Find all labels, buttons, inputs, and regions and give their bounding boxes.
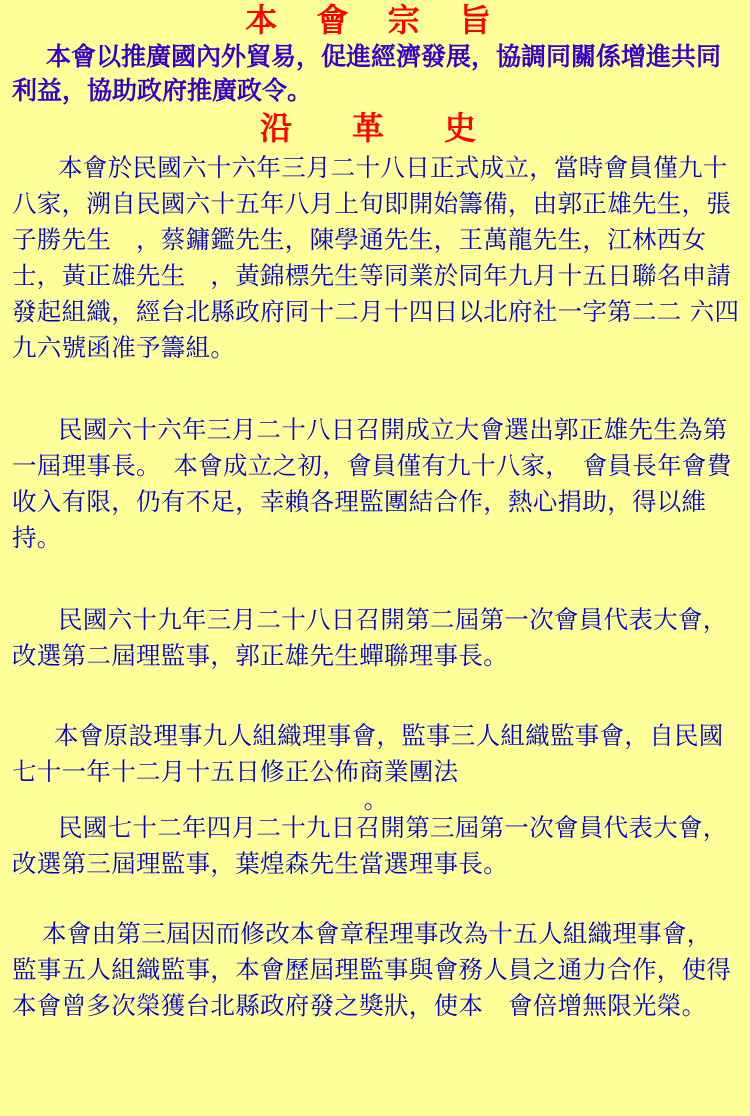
history-paragraph-board-end: 。 xyxy=(363,785,389,814)
spacer xyxy=(0,882,750,916)
history-paragraph-charter: 本會由第三屆因而修改本會章程理事改為十五人組織理事會， 監事五人組織監事，本會歷屆理監事與會務人員之通力合作，使得本會曾多次榮獲台北縣政府發之獎狀，使本 會倍增無限光榮。 xyxy=(12,919,732,1020)
history-paragraph-second-term: 民國六十九年三月二十八日召開第二屆第一次會員代表大會，改選第二屆理監事，郭正雄先生蟬聯理事長。 xyxy=(12,605,728,670)
history-paragraph-board: 本會原設理事九人組織理事會，監事三人組織監事會，自民國七十一年十二月十五日修正公佈商業團法 xyxy=(12,721,724,786)
history-paragraph-first-term: 民國六十六年三月二十八日召開成立大會選出郭正雄先生為第一屆理事長。 本會成立之初，會員僅有九十八家， 會員長年會費收入有限，仍有不足，幸賴各理監團結合作，熱心捐助，得以維持。 xyxy=(12,415,732,552)
purpose-text: 本會以推廣國內外貿易，促進經濟發展，協調同關係增進共同利益，協助政府推廣政令。 xyxy=(12,42,722,105)
spacer xyxy=(0,674,750,710)
history-paragraph-founding: 本會於民國六十六年三月二十八日正式成立，當時會員僅九十八家，溯自民國六十五年八月上旬即開始籌備，由郭正雄先生，張子勝先生 ，蔡鏞鑑先生，陳學通先生，王萬龍先生，江林西女士，黃正雄先生 ，黃錦標先生等同業於同年九月十五日聯名申請發起組織，經台北縣政府同十二月十四日以北府社一字第二二 六四九六號函准予籌組。 xyxy=(12,153,740,362)
history-paragraph-third-term: 民國七十二年四月二十九日召開第三屆第一次會員代表大會，改選第三屆理監事，葉煌森先生當選理事長。 xyxy=(12,813,728,878)
spacer xyxy=(0,556,750,592)
history-heading: 沿 革 史 xyxy=(259,109,490,147)
purpose-heading: 本 會 宗 旨 xyxy=(245,1,505,39)
spacer xyxy=(0,366,750,402)
